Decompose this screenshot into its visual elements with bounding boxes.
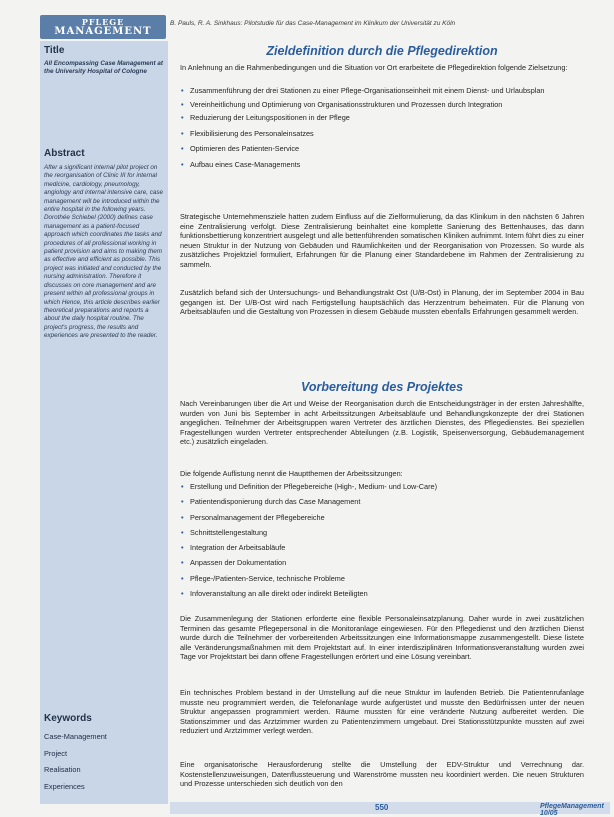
logo-line-top: PFLEGE xyxy=(81,17,125,27)
logo-line-bottom: MANAGEMENT xyxy=(54,26,152,37)
abstract-text: After a significant internal pilot project on the reorganisation of Clinic III for internal medicine, cardiology, pneumology, angiology and internal intensive care, case management will be introduced within the entire hospital in the following years. Dorothée Schiebel (2000) defines case management as a patient-focused approach which coordinates the tasks and procedures of all professional working in patient provision and aims to making them as effective and efficient as possible. This project was initiated and conducted by the nursing administration. Therefore it discusses on core management and are present within all professional groups in which Hence, this article describes earlier theoretical preparations and reports a about the daily hospital routine. The project's progress, the results and experiences are presented to the reader. xyxy=(44,164,164,340)
section2-paragraph: Die folgende Auflistung nennt die Hauptthemen der Arbeitssitzungen: xyxy=(180,469,403,478)
topic-item: • Infoveranstaltung an alle direkt oder indirekt Beteiligten xyxy=(180,589,584,599)
section2-topic-list xyxy=(180,482,584,599)
topic-item: • Personalmanagement der Pflegebereiche xyxy=(180,513,584,523)
keyword-list xyxy=(44,729,164,795)
goal-item: • Zusammenführung der drei Stationen zu einer Pflege-Organisationseinheit mit einem Dienst- und Urlaubsplan xyxy=(180,86,584,96)
topic-item: • Patientendisponierung durch das Case Management xyxy=(180,497,584,507)
section1-intro: In Anlehnung an die Rahmenbedingungen und die Situation vor Ort erarbeitete die Pflegedirektion folgende Zielsetzung: xyxy=(180,63,568,72)
goal-item: • Flexibilisierung des Personaleinsatzes xyxy=(180,129,584,139)
topic-item: • Pflege-/Patienten-Service, technische Probleme xyxy=(180,574,584,584)
keyword-item: Project xyxy=(44,748,68,758)
section1-paragraph: Zusätzlich befand sich der Untersuchungs- und Behandlungstrakt Ost (U/B-Ost) in Planung, der im September 2004 in Bau gegangen ist. Der U/B-Ost wird nach Fertigstellung hauptsächlich das Herzzentrum beheimaten. Für die Planung von Arbeitsabläufen und die Gestaltung von Prozessen in diesem Gebäude mussten ebenfalls Erfahrungen gesammelt werden. xyxy=(180,288,584,317)
section1-goal-list xyxy=(180,86,584,170)
page-number: 550 xyxy=(375,803,389,812)
sidebar-title-heading: Title xyxy=(44,45,65,56)
topic-item: • Schnittstellengestaltung xyxy=(180,528,584,538)
topic-item: • Erstellung und Definition der Pflegebereiche (High-, Medium- und Low-Care) xyxy=(180,482,584,492)
section2-paragraph: Die Zusammenlegung der Stationen erforderte eine flexible Personaleinsatzplanung. Daher wurde in zwei zusätzlichen Terminen das gesamte Pflegepersonal in die Monitoranlage eingewiesen. Für den Pflegedienst und den ärztlichen Dienst wurde durch die Teilnehmer der vorbereitenden Arbeitssitzungen eine Informationsmappe zusammengestellt. Diese listete alle Veränderungsmaßnahmen mit dem Projektstart auf. In einer interdisziplinären Informationsveranstaltung wurden zwei Tage vor Projektstart bei dann offene Fragestellungen erörtert und eine Lösung vereinbart. xyxy=(180,614,584,662)
topic-item: • Integration der Arbeitsabläufe xyxy=(180,543,584,553)
section2-title: Vorbereitung des Projektes xyxy=(300,380,464,394)
journal-logo xyxy=(40,15,166,39)
sidebar xyxy=(40,41,168,804)
section2-paragraph: Nach Vereinbarungen über die Art und Weise der Reorganisation durch die Entscheidungsträger in der ersten Jahreshälfte, wurden von Juni bis September in acht Arbeitssitzungen Arbeitsabläufe und Behandlungskonzepte der drei Stationen angeglichen. Teilnehmer der Arbeitsgruppen waren Vertreter des ärztlichen Dienstes, des Pflegedienstes. Bei speziellen Fragestellungen wurden Vertreter entsprechender Abteilungen (z.B. Logistik, Speisenversorgung, Gebäudemanagement etc.) zusätzlich eingeladen. xyxy=(180,399,584,447)
keywords-heading: Keywords xyxy=(44,713,92,724)
keyword-item: Experiences xyxy=(44,781,85,791)
section1-paragraph: Strategische Unternehmensziele hatten zudem Einfluss auf die Zielformulierung, da das Klinikum in den nächsten 6 Jahren eine Zentralisierung verfolgt. Diese Zentralisierung beinhaltet eine komplette Sanierung des Bettenhauses, das dann funktionsbettierung konzentriert ausgelegt und alle bettenführenden somatischen Kliniken aufnimmt. Intern führt dies zu einer neuen Struktur in der Nutzung von Gebäuden und Räumlichkeiten und der Reorganisation von Prozessen. So wurde als zusätzliches Projektziel formuliert, Erfahrungen für die Planung einer Standardebene im Rahmen der Zentralisierung zu sammeln. xyxy=(180,212,584,269)
english-title: All Encompassing Case Management at the University Hospital of Cologne xyxy=(44,60,163,76)
keyword-item: Realisation xyxy=(44,765,81,774)
goal-item: • Optimieren des Patienten-Service xyxy=(180,144,584,154)
section1-title: Zieldefinition durch die Pflegedirektion xyxy=(266,44,498,58)
journal-issue: PflegeManagement 10/05 xyxy=(540,803,604,817)
goal-item: • Vereinheitlichung und Optimierung von Organisationsstrukturen und Prozessen durch Integration xyxy=(180,100,584,110)
running-title: B. Pauls, R. A. Sinkhaus: Pilotstudie für das Case-Management im Klinikum der Universität zu Köln xyxy=(170,20,456,27)
section2-paragraph: Eine organisatorische Herausforderung stellte die Umstellung der EDV-Struktur und Verrechnung dar. Kostenstellenzuweisungen, Datenflussteuerung und Warenströme mussten neu koordiniert werden. Die neuen Strukturen und Prozesse unterschieden sich deutlich von den xyxy=(180,760,584,789)
topic-item: • Anpassen der Dokumentation xyxy=(180,558,584,568)
section2-paragraph: Ein technisches Problem bestand in der Umstellung auf die neue Struktur im laufenden Betrieb. Die Patientenrufanlage musste neu programmiert werden, die Telefonanlage wurde aufgerüstet und musste den Bedürfnissen unter der neuen Struktur angepassen programmiert werden. Räume mussten für eine veränderte Nutzung aufbereitet werden. Die Stationszimmer und das Arztzimmer wurden zu Patientenzimmern umgebaut. Drei Stationsstützpunkte mussten auf zwei reduziert und Arztzimmer verlegt werden. xyxy=(180,688,584,736)
keyword-item: Case-Management xyxy=(44,732,107,741)
goal-item: • Reduzierung der Leitungspositionen in der Pflege xyxy=(180,113,584,123)
goal-item: • Aufbau eines Case-Managements xyxy=(180,160,584,170)
abstract-heading: Abstract xyxy=(44,148,85,159)
